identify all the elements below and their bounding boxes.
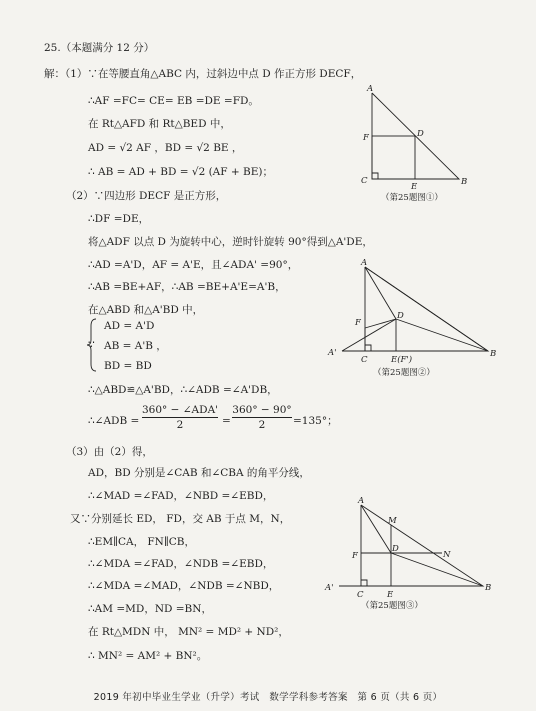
fraction1-numerator: 360° − ∠ADA' [142, 404, 219, 416]
part2-line8-eq: = [222, 415, 231, 427]
part3-line5: ∴EM∥CA， FN∥CB， [88, 536, 195, 548]
part2-line7: ∴△ABD≌△A'BD，∴∠ADB =∠A'DB， [88, 384, 278, 396]
part3-line1: （3）由（2）得， [66, 446, 153, 458]
fig1-label-e: E [411, 182, 418, 192]
part1-line2: ∴AF =FC= CE= EB =DE =FD。 [88, 95, 259, 107]
fig3-label-c: C [357, 590, 364, 600]
part3-line3: ∴∠MAD =∠FAD，∠NBD =∠EBD， [88, 490, 274, 502]
fraction2-denominator: 2 [258, 419, 266, 431]
fig3-label-n: N [443, 550, 451, 560]
fig1-label-a: A [367, 84, 374, 94]
part3-line4: 又∵分别延长 ED， FD，交 AB 于点 M，N， [70, 513, 291, 525]
fig2-label-a: A [361, 258, 368, 268]
fig3-label-e: E [387, 590, 394, 600]
fig2-label-e: E(F') [391, 355, 413, 365]
fig1-label-f: F [363, 133, 369, 143]
fig3-label-a: A [358, 496, 365, 506]
fig2-label-c: C [361, 355, 368, 365]
because-symbol: ∵ [88, 339, 95, 351]
fig1-label-b: B [461, 177, 468, 187]
part2-line4: ∴AD =A'D，AF = A'E，且∠ADA' =90°， [88, 259, 299, 271]
problem-number: 25.（本题满分 12 分） [44, 42, 155, 54]
fig2-label-a-prime: A' [328, 348, 337, 358]
fig3-caption: （第25题图③） [361, 601, 423, 611]
figure-3 [325, 497, 495, 615]
part2-line6: 在△ABD 和△A'BD 中， [88, 304, 204, 316]
fig1-label-c: C [361, 176, 368, 186]
fig2-label-d: D [397, 311, 404, 321]
part2-line8-rhs: =135°； [293, 415, 338, 427]
part1-line1: 解：（1）∵在等腰直角△ABC 内，过斜边中点 D 作正方形 DECF， [44, 68, 362, 80]
fig3-label-b: B [485, 583, 492, 593]
fig1-caption: （第25题图①） [381, 193, 443, 203]
fig1-label-d: D [417, 129, 424, 139]
fraction1-denominator: 2 [176, 419, 184, 431]
fraction2 [232, 404, 292, 431]
part2-line5: ∴AB =BE+AF，∴AB =BE+A'E=A'B， [88, 281, 286, 293]
page-footer: 2019 年初中毕业生学业（升学）考试 数学学科参考答案 第 6 页（共 6 页） [93, 692, 443, 703]
figure-1 [355, 82, 475, 207]
part3-line2: AD，BD 分别是∠CAB 和∠CBA 的角平分线， [88, 467, 310, 479]
part2-line8-lhs: ∴∠ADB = [88, 415, 140, 427]
fig3-label-a-prime: A' [325, 583, 334, 593]
fig3-label-f: F [352, 551, 358, 561]
system-eq1: AD = A'D [104, 320, 155, 332]
fraction1 [142, 404, 218, 431]
figure-2 [325, 257, 500, 382]
fig2-label-b: B [490, 349, 497, 359]
fig3-label-m: M [388, 516, 397, 526]
fig3-label-d: D [392, 544, 399, 554]
part1-line5: ∴ AB = AD + BD = √2 (AF + BE)； [88, 166, 273, 178]
part2-line3: 将△ADF 以点 D 为旋转中心，逆时针旋转 90°得到△A'DE， [88, 236, 373, 248]
fraction2-numerator: 360° − 90° [232, 404, 292, 416]
part3-line10: ∴ MN² = AM² + BN²。 [88, 650, 208, 662]
part3-line9: 在 Rt△MDN 中， MN² = MD² + ND²， [88, 626, 289, 638]
system-brace [86, 318, 98, 372]
part2-line2: ∴DF =DE， [88, 213, 150, 225]
fig2-label-f: F [355, 318, 361, 328]
part1-line4: AD = √2 AF ，BD = √2 BE ， [88, 142, 243, 154]
part1-line3: 在 Rt△AFD 和 Rt△BED 中， [88, 118, 231, 130]
part2-line1: （2）∵四边形 DECF 是正方形， [66, 190, 227, 202]
fig2-caption: （第25题图②） [373, 368, 435, 378]
part3-line6: ∴∠MDA =∠FAD，∠NDB =∠EBD， [88, 558, 274, 570]
part3-line7: ∴∠MDA =∠MAD，∠NDB =∠NBD， [88, 580, 280, 592]
part3-line8: ∴AM =MD，ND =BN， [88, 603, 212, 615]
system-eq2: AB = A'B ， [104, 340, 167, 352]
system-eq3: BD = BD [104, 360, 152, 372]
